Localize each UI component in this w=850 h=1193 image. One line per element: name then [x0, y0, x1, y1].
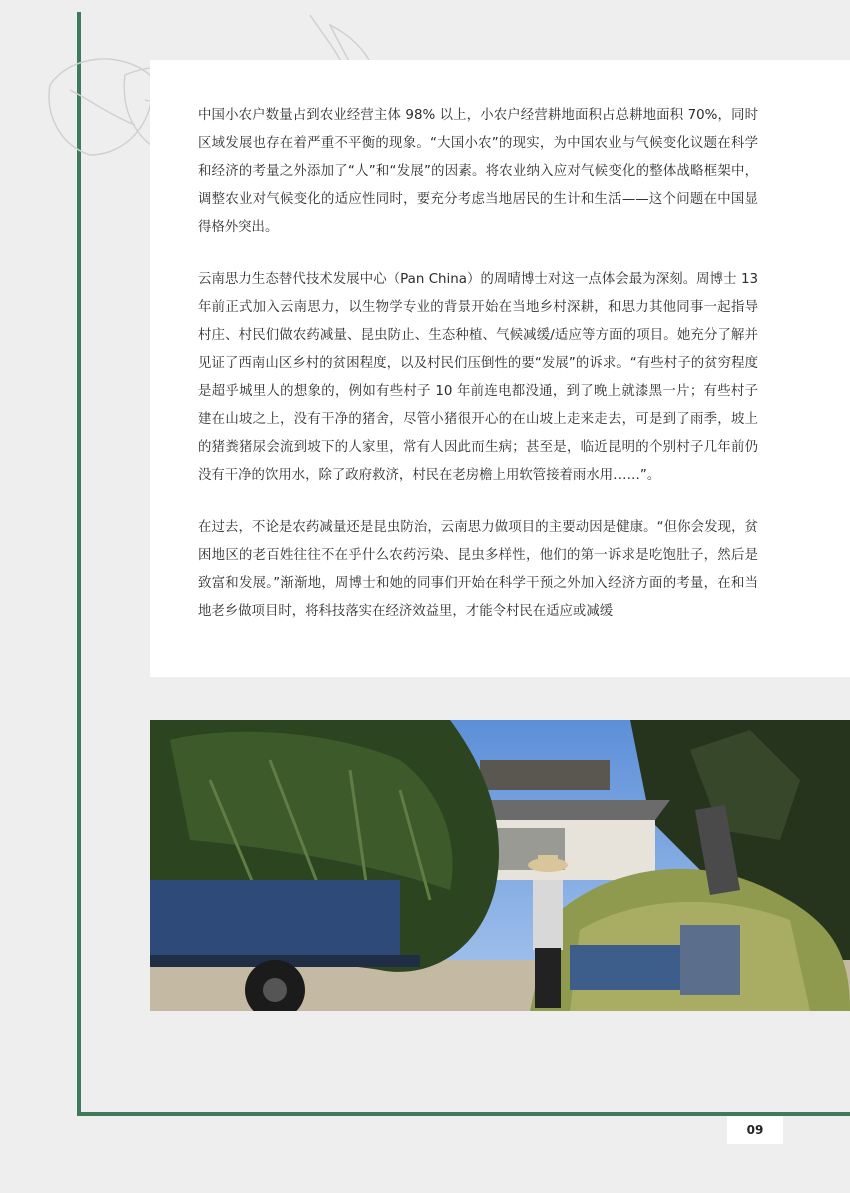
paragraph-3: 在过去，不论是农药减量还是昆虫防治，云南思力做项目的主要动因是健康。“但你会发现，贫困地区的老百姓往往不在乎什么农药污染、昆虫多样性，他们的第一诉求是吃饱肚子，然后是致富和发展。”渐渐地，周博士和她的同事们开始在科学干预之外加入经济方面的考量，在和当地老乡做项目时，将科技落实在经济效益里，才能令村民在适应或减缓 [198, 520, 758, 619]
article-body [198, 102, 758, 650]
paragraph-1: 中国小农户数量占到农业经营主体 98% 以上，小农户经营耕地面积占总耕地面积 70%，同时区域发展也存在着严重不平衡的现象。“大国小农”的现实，为中国农业与气候变化议题在科学和经济的考量之外添加了“人”和“发展”的因素。将农业纳入应对气候变化的整体战略框架中，调整农业对气候变化的适应性同时，要充分考虑当地居民的生计和生活——这个问题在中国显得格外突出。 [198, 108, 758, 235]
page-number: 09 [727, 1116, 783, 1144]
farm-photo-illustration [150, 720, 850, 1011]
farm-photo [150, 720, 850, 1011]
paragraph-2: 云南思力生态替代技术发展中心（Pan China）的周晴博士对这一点体会最为深刻。周博士 13 年前正式加入云南思力，以生物学专业的背景开始在当地乡村深耕，和思力其他同事一起指导村庄、村民们做农药减量、昆虫防止、生态种植、气候减缓/适应等方面的项目。她充分了解并见证了西南山区乡村的贫困程度，以及村民们压倒性的要“发展”的诉求。“有些村子的贫穷程度是超乎城里人的想象的，例如有些村子 10 年前连电都没通，到了晚上就漆黑一片；有些村子建在山坡之上，没有干净的猪舍，尽管小猪很开心的在山坡上走来走去，可是到了雨季，坡上的猪粪猪尿会流到坡下的人家里，常有人因此而生病；甚至是，临近昆明的个别村子几年前仍没有干净的饮用水，除了政府救济，村民在老房檐上用软管接着雨水用……”。 [198, 272, 758, 483]
